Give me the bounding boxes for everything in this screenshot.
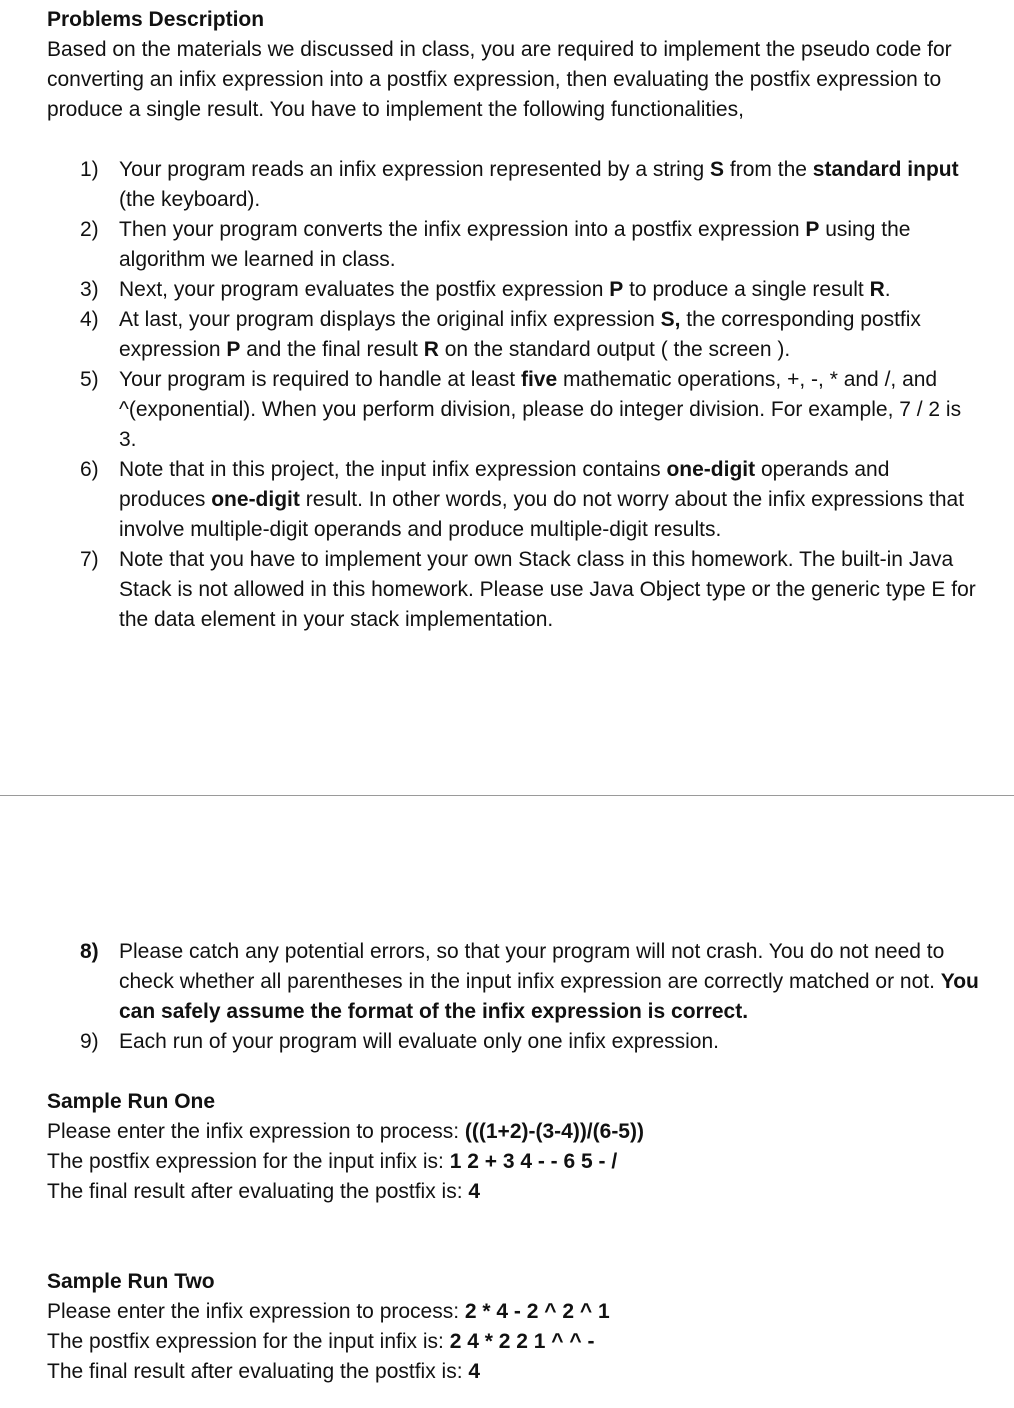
sample-prompt-line: Please enter the infix expression to process: (((1+2)-(3-4))/(6-5)) — [47, 1120, 644, 1143]
item-number: 3) — [80, 278, 99, 301]
sample-result-line: The final result after evaluating the postfix is: 4 — [47, 1360, 481, 1383]
sample-prompt-line: Please enter the infix expression to process: 2 * 4 - 2 ^ 2 ^ 1 — [47, 1300, 610, 1323]
list-item: 2) Then your program converts the infix expression into a postfix expression P using the algorithm we learned in class. — [80, 215, 980, 275]
sample-result-line: The final result after evaluating the postfix is: 4 — [47, 1180, 481, 1203]
item-number: 9) — [80, 1030, 99, 1053]
page-break-divider — [0, 795, 1014, 796]
problems-heading: Problems Description — [47, 8, 265, 31]
sample-postfix-line: The postfix expression for the input infix is: 1 2 + 3 4 - - 6 5 - / — [47, 1150, 618, 1173]
list-item: 8) Please catch any potential errors, so that your program will not crash. You do not need to check whether all parentheses in the input infix expression are correctly matched or not. You can safely assume the format of the infix expression is correct. — [80, 937, 980, 1027]
requirements-list-continued — [80, 937, 980, 1057]
item-number: 8) — [80, 940, 99, 963]
item-number: 1) — [80, 158, 99, 181]
requirements-list — [80, 155, 980, 635]
sample-run-one — [47, 1087, 987, 1207]
item-number: 5) — [80, 368, 99, 391]
list-item: 4) At last, your program displays the original infix expression S, the corresponding postfix expression P and the final result R on the standard output ( the screen ). — [80, 305, 980, 365]
item-number: 7) — [80, 548, 99, 571]
list-item: 1) Your program reads an infix expression represented by a string S from the standard input (the keyboard). — [80, 155, 980, 215]
intro-paragraph: Based on the materials we discussed in class, you are required to implement the pseudo code for converting an infix expression into a postfix expression, then evaluating the postfix expression to produce a single result. You have to implement the following functionalities, — [47, 38, 952, 121]
item-number: 2) — [80, 218, 99, 241]
sample-heading: Sample Run One — [47, 1090, 216, 1113]
list-item: 5) Your program is required to handle at least five mathematic operations, +, -, * and /, and ^(exponential). When you perform division, please do integer division. For example, 7 / 2 is 3. — [80, 365, 980, 455]
sample-postfix-line: The postfix expression for the input infix is: 2 4 * 2 2 1 ^ ^ - — [47, 1330, 595, 1353]
list-item: 6) Note that in this project, the input infix expression contains one-digit operands and produces one-digit result. In other words, you do not worry about the infix expressions that involve multiple-digit operands and produce multiple-digit results. — [80, 455, 980, 545]
item-number: 4) — [80, 308, 99, 331]
item-number: 6) — [80, 458, 99, 481]
list-item: 9) Each run of your program will evaluate only one infix expression. — [80, 1027, 980, 1057]
list-item: 7) Note that you have to implement your own Stack class in this homework. The built-in Java Stack is not allowed in this homework. Please use Java Object type or the generic type E for the data element in your stack implementation. — [80, 545, 980, 635]
list-item: 3) Next, your program evaluates the postfix expression P to produce a single result R. — [80, 275, 980, 305]
sample-heading: Sample Run Two — [47, 1270, 215, 1293]
sample-run-two — [47, 1267, 987, 1387]
